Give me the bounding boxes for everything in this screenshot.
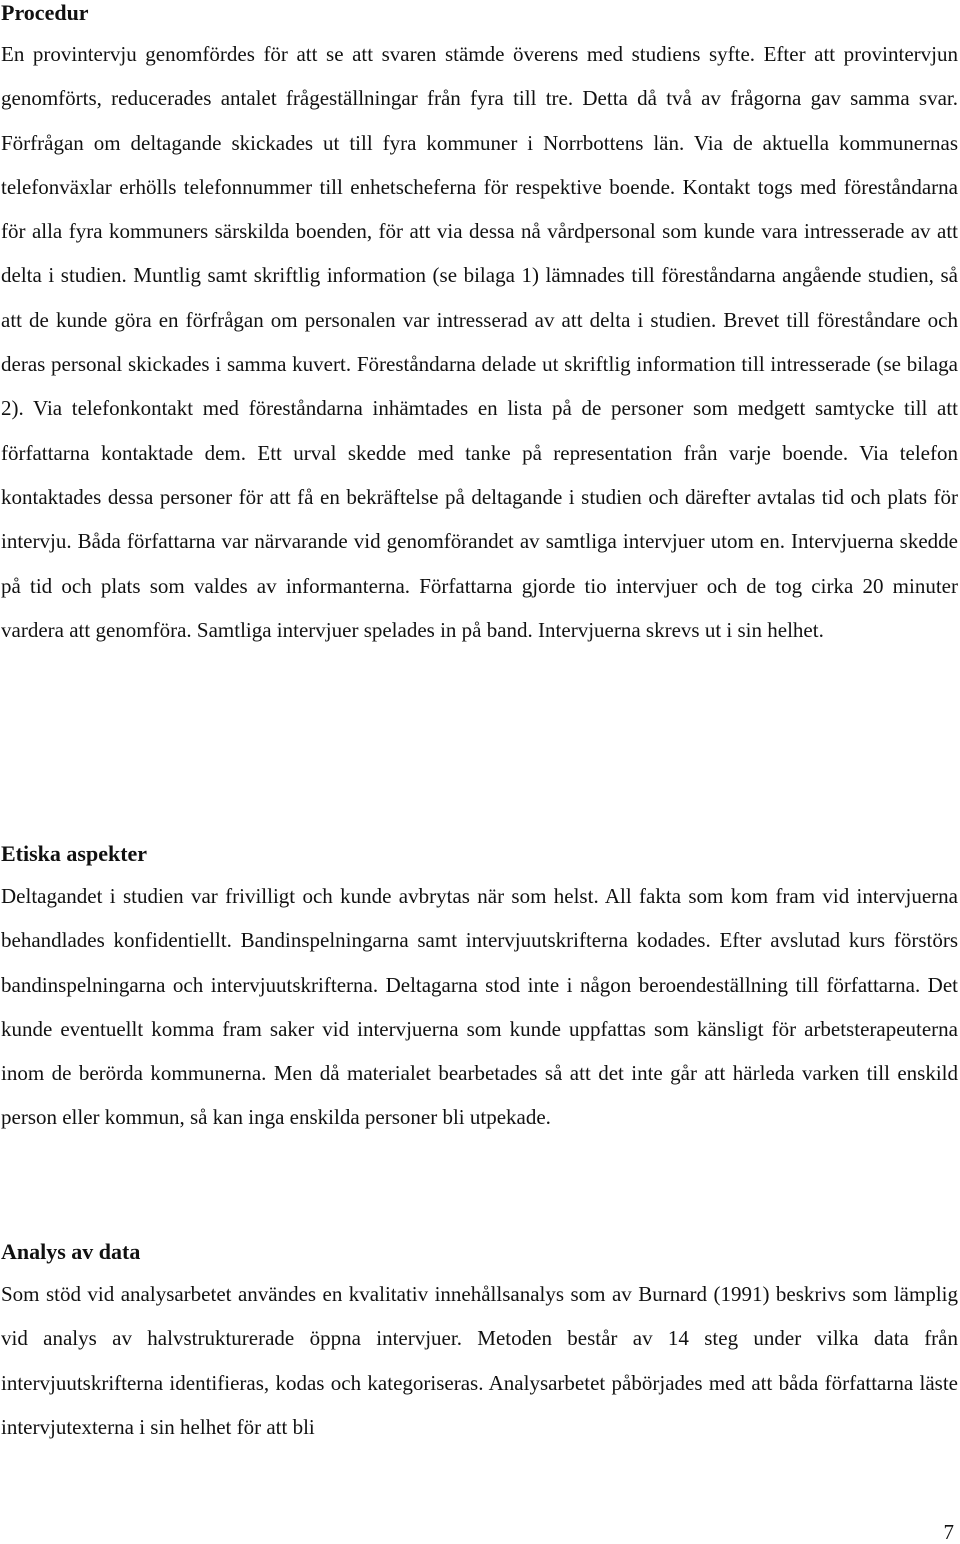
section-body-etiska-aspekter: Deltagandet i studien var frivilligt och kunde avbrytas när som helst. All fakta som kom fram vid intervjuerna behandlades konfidentiellt. Bandinspelningarna samt intervjuutskrifterna kodades. Efter avslutad kurs förstörs bandinspelningarna och intervjuutskrifterna. Deltagarna stod inte i någon beroendeställning till författarna. Det kunde eventuellt komma fram saker vid intervjuerna som kunde uppfattas som känsligt för arbetsterapeuterna inom de berörda kommunerna. Men då materialet bearbetades så att det inte går att härleda varken till enskild person eller kommun, så kan inga enskilda personer bli utpekade.: [1, 884, 958, 1130]
section-body-procedur: En provintervju genomfördes för att se att svaren stämde överens med studiens syfte. Efter att provintervjun genomförts, reducerades antalet frågeställningar från fyra till tre. Detta då två av frågorna gav samma svar. Förfrågan om deltagande skickades ut till fyra kommuner i Norrbottens län. Via de aktuella kommunernas telefonväxlar erhölls telefonnummer till enhetscheferna för respektive boende. Kontakt togs med föreståndarna för alla fyra kommuners särskilda boenden, för att via dessa nå vårdpersonal som kunde vara intresserade av att delta i studien. Muntlig samt skriftlig information (se bilaga 1) lämnades till föreståndarna angående studien, så att de kunde göra en förfrågan om personalen var intresserad av att delta i studien. Brevet till föreståndare och deras personal skickades i samma kuvert. Föreståndarna delade ut skriftlig information till intresserade (se bilaga 2). Via telefonkontakt med föreståndarna inhämtades en lista på de personer som medgett samtycke till att författarna kontaktade dem. Ett urval skedde med tanke på representation från varje boende. Via telefon kontaktades dessa personer för att få en bekräftelse på deltagande i studien och därefter avtalas tid och plats för intervju. Båda författarna var närvarande vid genomförandet av samtliga intervjuer utom en. Intervjuerna skedde på tid och plats som valdes av informanterna. Författarna gjorde tio intervjuer och de tog cirka 20 minuter vardera att genomföra. Samtliga intervjuer spelades in på band. Intervjuerna skrevs ut i sin helhet.: [1, 42, 958, 642]
section-heading-analys-av-data: Analys av data: [1, 1239, 141, 1264]
page-number: 7: [943, 1520, 954, 1544]
section-heading-etiska-aspekter: Etiska aspekter: [1, 841, 148, 866]
section-heading-procedur: Procedur: [1, 0, 89, 25]
section-body-analys-av-data: Som stöd vid analysarbetet användes en kvalitativ innehållsanalys som av Burnard (1991) beskrivs som lämplig vid analys av halvstrukturerade öppna intervjuer. Metoden består av 14 steg under vilka data från intervjuutskrifterna identifieras, kodas och kategoriseras. Analysarbetet påbörjades med att båda författarna läste intervjutexterna i sin helhet för att bli: [1, 1282, 958, 1439]
